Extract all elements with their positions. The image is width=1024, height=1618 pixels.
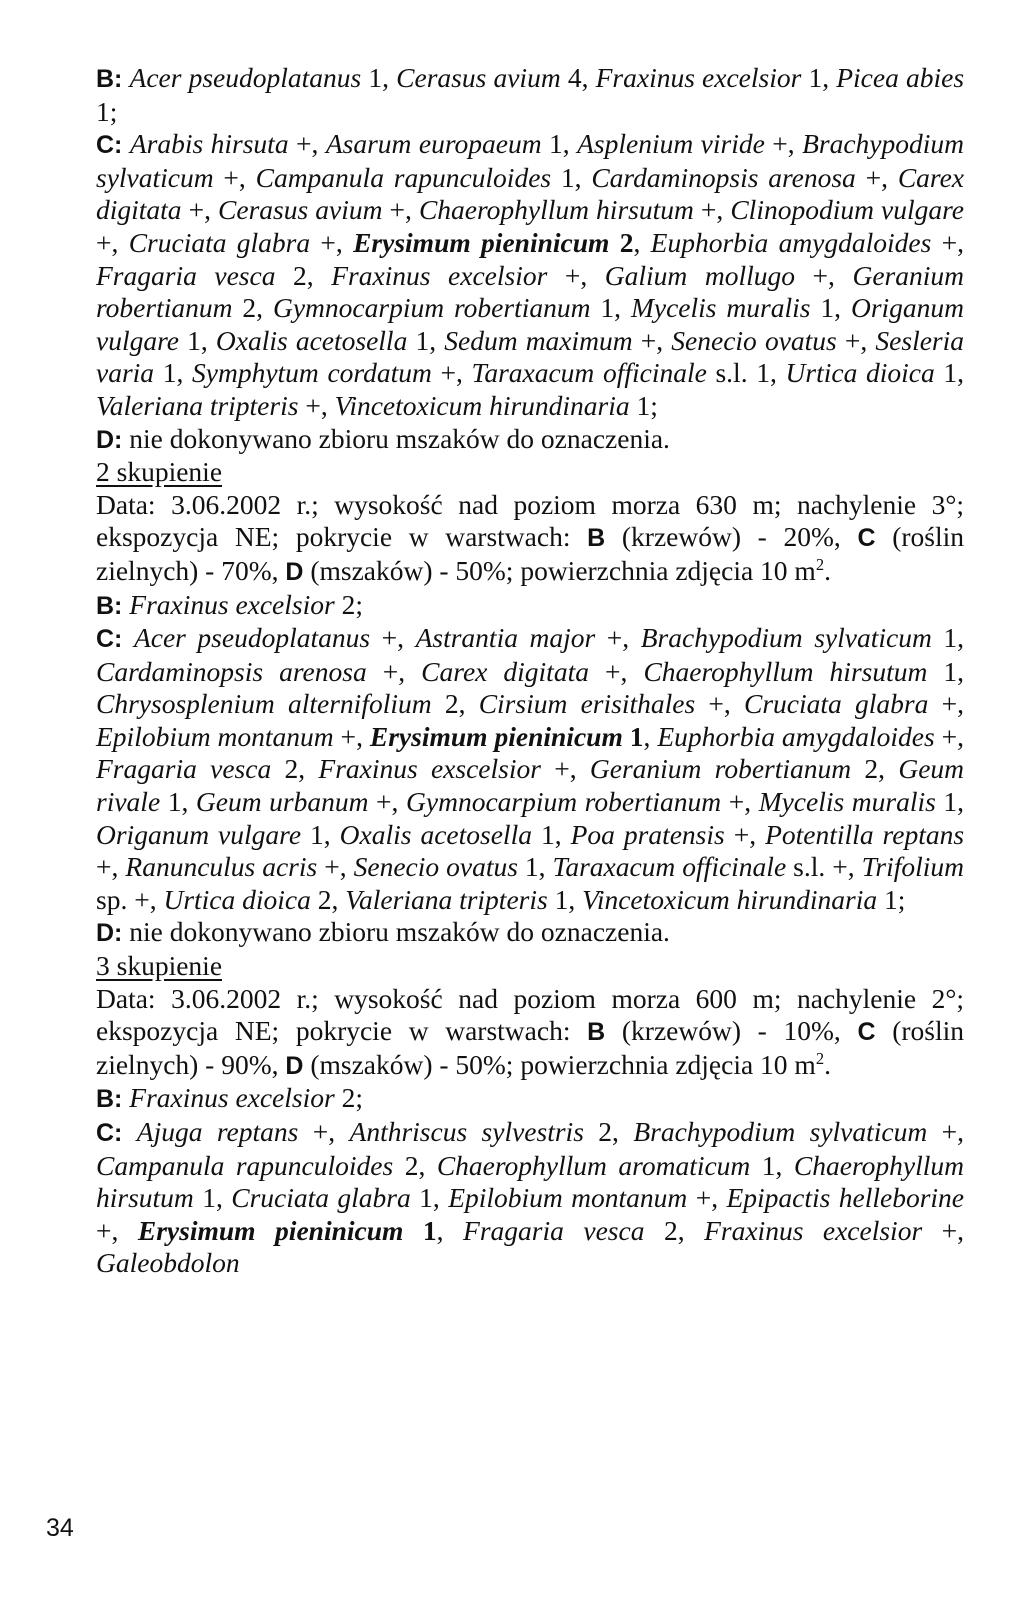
text-run: +, [96,851,126,883]
species-name: Taraxacum officinale [471,357,707,389]
species-name: Epilobium montanum [96,720,334,752]
species-name: Galium mollugo [604,259,795,291]
text-run: 1, [517,851,553,883]
text-run: +, [288,128,326,160]
species-name: Fraxinus excelsior [129,588,335,620]
species-name: Senecio ovatus [671,324,837,356]
text-run: (krzewów) - 20%, [605,521,858,553]
species-name: Fraxinus excelsior [704,1214,923,1246]
text-run: +, [931,226,965,258]
text-paragraph [96,589,964,623]
text-run: 2; [334,588,363,620]
text-run: 2, [271,753,319,785]
text-run: 2, [232,292,273,324]
section-heading [96,456,964,489]
text-run: +, [724,818,766,850]
text-run: +, [687,1182,727,1214]
text-run: 2; [334,1082,363,1114]
species-name: Fragaria vesca [96,259,276,291]
species-name: Poa pratensis [570,818,725,850]
layer-label: B [587,1018,606,1047]
layer-label: B [587,524,606,553]
species-name: Symphytum cordatum [192,357,432,389]
species-name: Erysimum pieninicum [137,1214,404,1246]
text-run: nie dokonywano zbioru mszaków do oznaczenia. [122,916,670,948]
text-run: +, [366,655,422,687]
species-name: Origanum vulgare [96,292,965,356]
text-run: (roślin zielnych) - 90%, [96,1015,964,1080]
species-name: Geranium robertianum [96,259,965,324]
species-name: Valeriana tripteris [96,389,299,421]
text-run: sp. +, [96,883,164,915]
text-run: 1, [541,128,578,160]
text-run: +, [181,194,219,226]
text-run: +, [298,389,335,421]
layer-label: D [285,557,304,586]
species-name: Chaerophyllum aromaticum [436,1149,751,1181]
species-name: Cardaminopsis arenosa [96,655,367,687]
text-run [122,128,129,159]
species-name: Gymnocarpium robertianum [272,292,591,324]
text-run: 2 skupienie [96,456,223,488]
species-name: Fraxinus excelsior [595,62,802,93]
text-run: 1, [160,786,196,818]
text-run: +, [310,226,354,258]
layer-label: C: [96,131,123,160]
text-run: s.l. 1, [706,357,786,389]
text-paragraph [96,1116,964,1280]
layer-label: C: [96,1119,123,1147]
section-heading [96,950,964,983]
text-run: (krzewów) - 10%, [605,1015,858,1047]
text-run: 1, [810,292,851,324]
text-run: +, [431,357,472,389]
text-run: 1; [96,95,118,127]
text-paragraph [96,916,964,950]
text-run: +, [96,1214,138,1246]
text-run [122,622,134,653]
text-run: 2, [275,259,332,291]
text-run: 1, [801,62,837,93]
species-name: Ajuga reptans [136,1116,299,1147]
text-run: 2, [431,688,479,720]
species-name: Clinopodium vulgare [730,194,964,226]
text-run: , [643,720,658,752]
text-run: s.l. +, [786,851,862,883]
layer-label: C: [96,625,123,654]
text-run: 2, [644,1214,705,1246]
page-number: 34 [46,1514,74,1542]
species-name: Epilobium montanum [448,1182,688,1214]
text-run: +, [922,1214,965,1246]
text-run: . [824,1048,831,1080]
text-run: +, [632,324,672,356]
text-run: 2, [310,883,346,915]
text-run: 1, [927,655,965,687]
text-run [122,1116,136,1147]
species-name: Origanum vulgare [96,818,302,850]
species-name: Cruciata glabra [231,1182,411,1214]
species-name: Brachypodium sylvaticum [633,1116,928,1147]
species-name: Erysimum pieninicum [369,720,623,752]
species-name: Trifolium [861,851,965,883]
species-name: Euphorbia amygdaloides [657,720,935,752]
species-name: Chaerophyllum hirsutum [96,1149,964,1214]
text-run: 1, [193,1182,232,1214]
text-run: 1, [934,357,965,389]
text-run: +, [695,688,745,720]
text-paragraph [96,423,964,457]
text-paragraph [96,622,964,916]
text-run: (mszaków) - 50%; powierzchnia zdjęcia 10 m [303,554,816,586]
species-name: Fraxinus excelsior [331,259,548,291]
species-name: Fragaria vesca [463,1214,645,1246]
layer-label: B: [96,1085,123,1114]
text-run: +, [333,720,370,752]
species-name: Vincetoxicum hirundinaria [582,883,878,915]
species-name: Chaerophyllum hirsutum [643,655,928,687]
text-run: , [633,226,651,258]
text-run: 2 [609,226,634,258]
species-name: Cerasus avium [218,194,383,226]
layer-label: C [857,524,876,553]
species-name: Senecio ovatus [353,851,518,883]
text-run: 2, [393,1149,437,1181]
text-run: +, [298,1116,350,1147]
text-run: 1 [403,1214,437,1246]
species-name: Brachypodium sylvaticum [640,622,932,654]
text-run: 1 [622,720,644,752]
text-run: 1, [410,1182,449,1214]
text-run: +, [836,324,876,356]
species-name: Campanula rapunculoides [255,161,552,193]
text-run: nie dokonywano zbioru mszaków do oznaczenia. [122,422,670,454]
text-run: 1; [629,389,658,421]
text-run: 1, [590,292,631,324]
text-run: Data: 3.06.2002 r.; wysokość nad poziom morza 630 m; nachylenie 3°; ekspozycja NE; pokrycie w warstwach: [96,488,964,553]
text-run: 1, [531,818,571,850]
species-name: Epipactis helleborine [726,1182,965,1214]
text-run: +, [934,720,964,752]
species-name: Astrantia major [415,622,596,654]
text-run: 1, [547,883,583,915]
text-run: +, [213,161,256,193]
text-run: +, [795,259,853,291]
species-name: Euphorbia amygdaloides [650,226,932,258]
text-run: 1, [750,1149,794,1181]
text-run: , [436,1214,464,1246]
text-paragraph [96,489,964,589]
species-name: Cruciata glabra [744,688,929,720]
layer-label: D: [96,919,123,948]
species-name: Mycelis muralis [758,786,936,818]
text-run: 4, [560,62,596,93]
species-name: Cruciata glabra [128,226,311,258]
text-run: . [824,554,831,586]
species-name: Chrysosplenium alternifolium [96,688,432,720]
species-name: Oxalis acetosella [339,818,532,850]
species-name: Cardaminopsis arenosa [591,161,856,193]
text-paragraph [96,128,964,422]
text-run: 1, [551,161,592,193]
species-name: Arabis hirsuta [129,128,289,160]
species-name: Geranium robertianum [589,753,852,785]
species-name: Picea abies [836,62,965,93]
species-name: Geum rivale [96,753,965,818]
species-name: Fragaria vesca [96,753,272,785]
text-run [122,62,129,93]
text-paragraph [96,1082,964,1116]
document-page [96,62,964,1280]
text-run: +, [547,259,605,291]
text-run: 1, [301,818,340,850]
text-run: 2, [583,1116,634,1147]
text-run: +, [928,688,964,720]
species-name: Potentilla reptans [765,818,965,850]
text-run: (roślin zielnych) - 70%, [96,521,964,586]
species-name: Gymnocarpium robertianum [406,786,722,818]
text-run: +, [317,851,354,883]
text-run: +, [764,128,803,160]
text-run: 1, [361,62,397,93]
species-name: Ranunculus acris [125,851,318,883]
text-run: 1, [154,357,193,389]
species-name: Fraxinus excelsior [129,1082,335,1114]
species-name: Fraxinus exscelsior [318,753,541,785]
text-paragraph [96,983,964,1083]
species-name: Oxalis acetosella [215,324,408,356]
species-name: Urtica dioica [163,883,311,915]
species-name: Galeobdolon [96,1247,240,1279]
text-run: +, [855,161,898,193]
species-name: Carex digitata [96,161,964,226]
layer-label: B: [96,591,123,620]
text-run: 3 skupienie [96,950,223,982]
species-name: Brachypodium sylvaticum [96,128,965,193]
text-run: +, [693,194,731,226]
species-name: Valeriana tripteris [345,883,548,915]
species-name: Asarum europaeum [325,128,542,160]
text-run: 1, [931,622,965,654]
text-run: 1; [877,883,906,915]
species-name: Vincetoxicum hirundinaria [334,389,630,421]
species-name: Erysimum pieninicum [353,226,610,258]
species-name: Chaerophyllum hirsutum [418,194,694,226]
species-name: Campanula rapunculoides [96,1149,394,1181]
species-name: Carex digitata [421,655,589,687]
text-run: +, [382,194,419,226]
layer-label: D [285,1051,304,1080]
species-name: Cirsium erisithales [478,688,696,720]
species-name: Urtica dioica [785,357,935,389]
species-name: Cerasus avium [396,62,561,93]
text-run: +, [370,622,416,654]
species-name: Geum urbanum [195,786,369,818]
layer-label: B: [96,65,123,93]
text-run: +, [588,655,644,687]
text-run: 2, [851,753,899,785]
text-run: 1, [407,324,445,356]
text-run: +, [927,1116,964,1147]
layer-label: D: [96,425,123,454]
species-name: Taraxacum officinale [552,851,787,883]
text-run: 1, [935,786,965,818]
text-run: +, [540,753,590,785]
species-name: Mycelis muralis [630,292,811,324]
species-name: Acer pseudoplatanus [133,622,371,654]
text-run: +, [595,622,641,654]
text-run: 2 [815,1048,825,1068]
text-run: +, [96,226,129,258]
text-run: Data: 3.06.2002 r.; wysokość nad poziom morza 600 m; nachylenie 2°; ekspozycja NE; pokrycie w warstwach: [96,982,964,1047]
species-name: Acer pseudoplatanus [129,62,362,93]
layer-label: C [857,1018,876,1047]
text-paragraph [96,62,964,128]
species-name: Sedum maximum [444,324,633,356]
text-run: +, [721,786,759,818]
text-run: +, [368,786,407,818]
species-name: Anthriscus sylvestris [349,1116,584,1147]
species-name: Sesleria varia [96,324,965,389]
text-run: 2 [815,554,825,574]
text-run: 1, [178,324,216,356]
species-name: Asplenium viride [577,128,765,160]
text-run: (mszaków) - 50%; powierzchnia zdjęcia 10 m [303,1048,816,1080]
